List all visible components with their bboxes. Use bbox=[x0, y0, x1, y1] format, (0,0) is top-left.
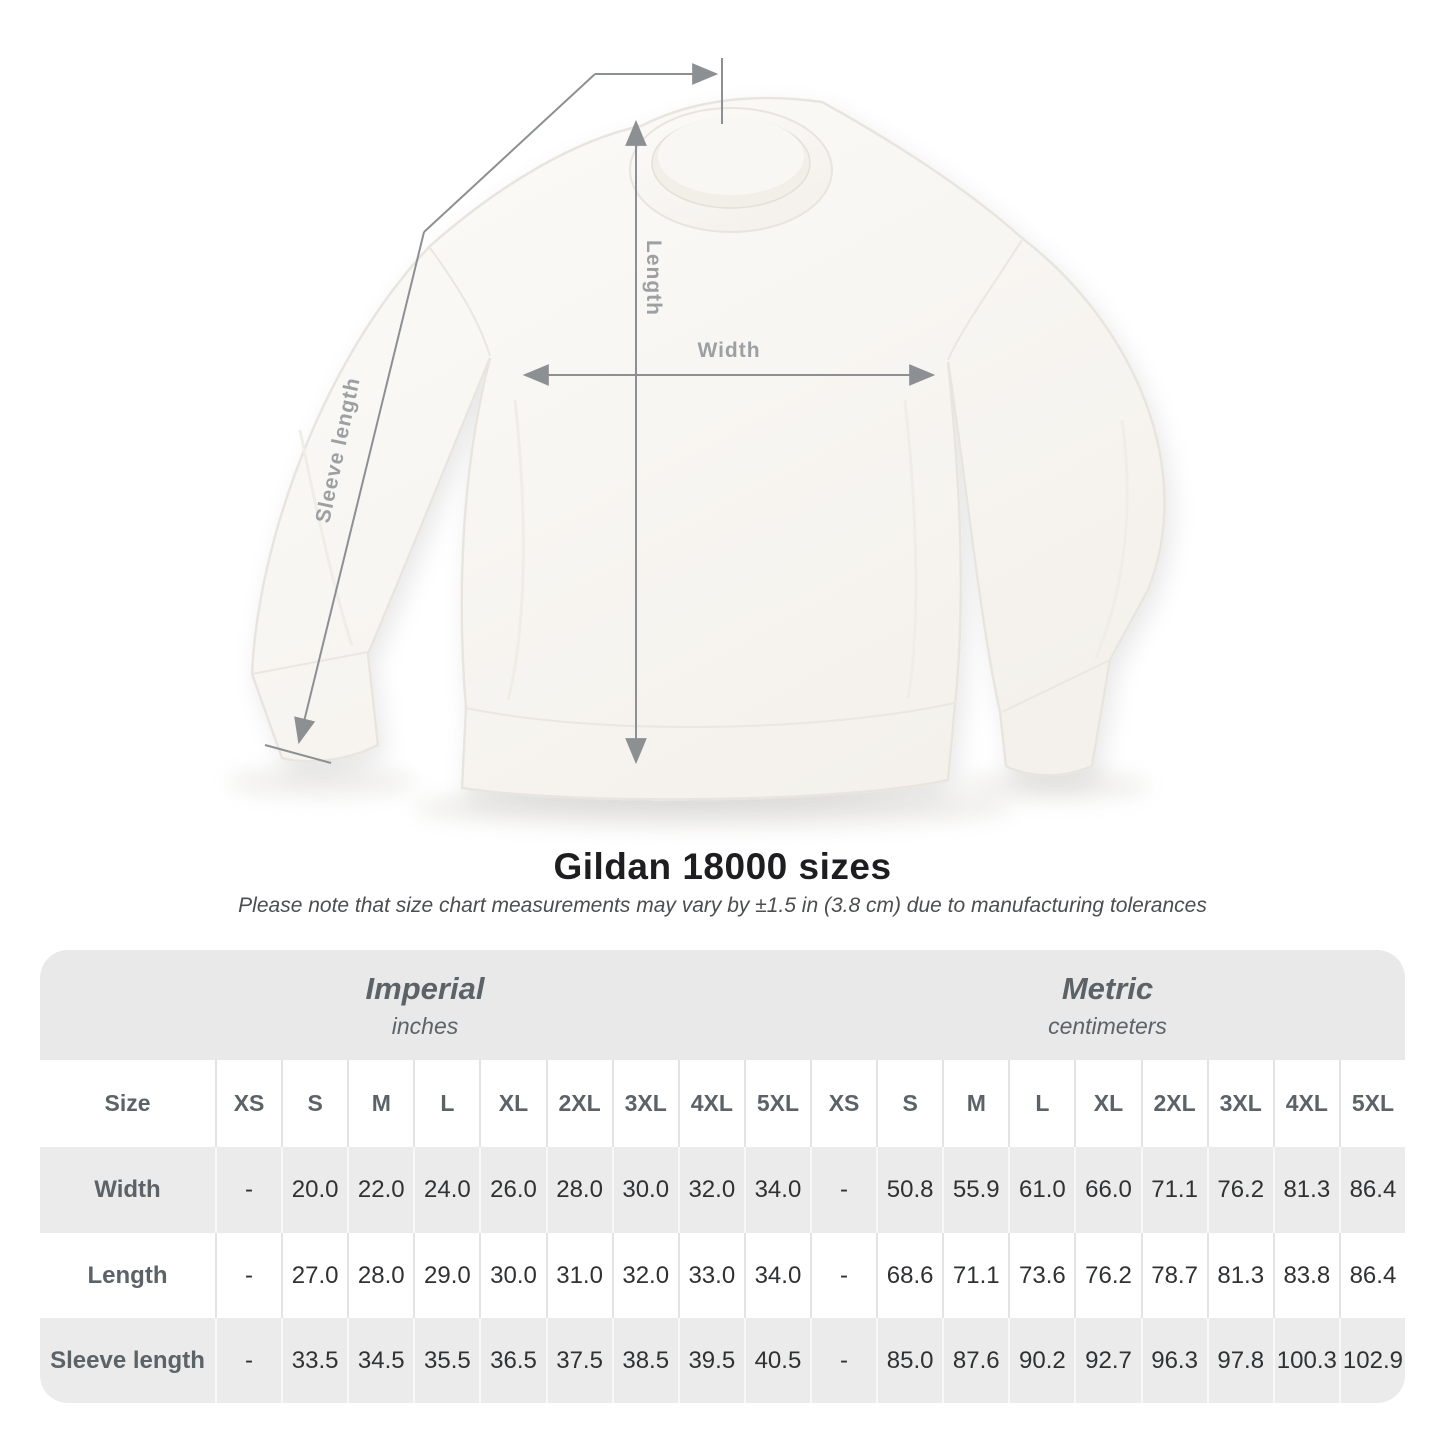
measurement-value-cell: 27.0 bbox=[281, 1233, 347, 1318]
measurement-value-cell: 32.0 bbox=[678, 1147, 744, 1233]
length-annotation-label: Length bbox=[642, 240, 665, 316]
measurement-value-cell: 102.9 bbox=[1339, 1318, 1405, 1403]
measurement-value-cell: 76.2 bbox=[1207, 1147, 1273, 1233]
measurement-value-cell: 37.5 bbox=[546, 1318, 612, 1403]
measurement-row-label: Length bbox=[40, 1233, 215, 1318]
size-column-header: XS bbox=[215, 1060, 281, 1147]
tolerance-note: Please note that size chart measurements may vary by ±1.5 in (3.8 cm) due to manufacturing tolerances bbox=[238, 894, 1207, 917]
measurement-value-cell: - bbox=[810, 1147, 876, 1233]
width-annotation-label: Width bbox=[697, 339, 761, 362]
size-column-header: M bbox=[347, 1060, 413, 1147]
size-table bbox=[40, 950, 1405, 1403]
measurement-value-cell: 38.5 bbox=[612, 1318, 678, 1403]
measurement-value-cell: 30.0 bbox=[612, 1147, 678, 1233]
metric-group-header bbox=[810, 950, 1405, 1060]
measurement-value-cell: 78.7 bbox=[1141, 1233, 1207, 1318]
measurement-value-cell: 34.5 bbox=[347, 1318, 413, 1403]
measurement-value-cell: 68.6 bbox=[876, 1233, 942, 1318]
measurement-value-cell: 81.3 bbox=[1273, 1147, 1339, 1233]
measurement-value-cell: 83.8 bbox=[1273, 1233, 1339, 1318]
measurement-value-cell: 39.5 bbox=[678, 1318, 744, 1403]
measurement-value-cell: 71.1 bbox=[1141, 1147, 1207, 1233]
measurement-value-cell: 96.3 bbox=[1141, 1318, 1207, 1403]
measurement-value-cell: 36.5 bbox=[479, 1318, 545, 1403]
imperial-unit-label: inches bbox=[391, 1012, 459, 1039]
measurement-value-cell: 71.1 bbox=[942, 1233, 1008, 1318]
size-column-header: XL bbox=[1074, 1060, 1140, 1147]
measurement-value-cell: 33.5 bbox=[281, 1318, 347, 1403]
measurement-value-cell: 26.0 bbox=[479, 1147, 545, 1233]
size-column-header: S bbox=[876, 1060, 942, 1147]
measurement-value-cell: 85.0 bbox=[876, 1318, 942, 1403]
page-title: Gildan 18000 sizes bbox=[553, 846, 892, 887]
measurement-value-cell: - bbox=[810, 1233, 876, 1318]
size-column-header: 2XL bbox=[1141, 1060, 1207, 1147]
measurement-value-cell: 32.0 bbox=[612, 1233, 678, 1318]
metric-unit-label: centimeters bbox=[1048, 1012, 1167, 1039]
measurement-value-cell: 20.0 bbox=[281, 1147, 347, 1233]
size-column-header: 2XL bbox=[546, 1060, 612, 1147]
size-column-header: XL bbox=[479, 1060, 545, 1147]
measurement-value-cell: - bbox=[215, 1147, 281, 1233]
sleeve-annotation-label: Sleeve length bbox=[311, 375, 365, 526]
measurement-value-cell: 34.0 bbox=[744, 1233, 810, 1318]
measurement-value-cell: 40.5 bbox=[744, 1318, 810, 1403]
measurement-row-label: Sleeve length bbox=[40, 1318, 215, 1403]
measurement-value-cell: 28.0 bbox=[546, 1147, 612, 1233]
measurement-value-cell: 86.4 bbox=[1339, 1147, 1405, 1233]
measurement-value-cell: 22.0 bbox=[347, 1147, 413, 1233]
measurement-value-cell: 76.2 bbox=[1074, 1233, 1140, 1318]
measurement-value-cell: 29.0 bbox=[413, 1233, 479, 1318]
size-column-header: L bbox=[1008, 1060, 1074, 1147]
measurement-row-label: Width bbox=[40, 1147, 215, 1233]
size-column-header: 3XL bbox=[612, 1060, 678, 1147]
size-column-header: M bbox=[942, 1060, 1008, 1147]
measurement-value-cell: 34.0 bbox=[744, 1147, 810, 1233]
measurement-value-cell: 28.0 bbox=[347, 1233, 413, 1318]
metric-label: Metric bbox=[1061, 970, 1154, 1006]
size-column-header: XS bbox=[810, 1060, 876, 1147]
measurement-value-cell: 100.3 bbox=[1273, 1318, 1339, 1403]
size-column-header: 4XL bbox=[1273, 1060, 1339, 1147]
measurement-value-cell: 66.0 bbox=[1074, 1147, 1140, 1233]
measurement-value-cell: 81.3 bbox=[1207, 1233, 1273, 1318]
measurement-value-cell: 73.6 bbox=[1008, 1233, 1074, 1318]
measurement-value-cell: - bbox=[215, 1318, 281, 1403]
measurement-value-cell: 90.2 bbox=[1008, 1318, 1074, 1403]
measurement-value-cell: - bbox=[810, 1318, 876, 1403]
size-column-header: 5XL bbox=[1339, 1060, 1405, 1147]
measurement-value-cell: 55.9 bbox=[942, 1147, 1008, 1233]
measurement-value-cell: 86.4 bbox=[1339, 1233, 1405, 1318]
measurement-value-cell: 50.8 bbox=[876, 1147, 942, 1233]
imperial-label: Imperial bbox=[365, 970, 485, 1006]
measurement-value-cell: 87.6 bbox=[942, 1318, 1008, 1403]
size-column-header: L bbox=[413, 1060, 479, 1147]
measurement-value-cell: 31.0 bbox=[546, 1233, 612, 1318]
measurement-value-cell: 97.8 bbox=[1207, 1318, 1273, 1403]
measurement-value-cell: 92.7 bbox=[1074, 1318, 1140, 1403]
measurement-value-cell: 33.0 bbox=[678, 1233, 744, 1318]
size-column-header: 3XL bbox=[1207, 1060, 1273, 1147]
sweatshirt-illustration bbox=[252, 98, 1165, 799]
size-column-header: 4XL bbox=[678, 1060, 744, 1147]
measurement-value-cell: - bbox=[215, 1233, 281, 1318]
measurement-value-cell: 30.0 bbox=[479, 1233, 545, 1318]
measurement-value-cell: 24.0 bbox=[413, 1147, 479, 1233]
size-column-header: 5XL bbox=[744, 1060, 810, 1147]
measurement-value-cell: 61.0 bbox=[1008, 1147, 1074, 1233]
measurement-value-cell: 35.5 bbox=[413, 1318, 479, 1403]
size-corner-header: Size bbox=[40, 1060, 215, 1147]
imperial-group-header bbox=[40, 950, 810, 1060]
size-column-header: S bbox=[281, 1060, 347, 1147]
